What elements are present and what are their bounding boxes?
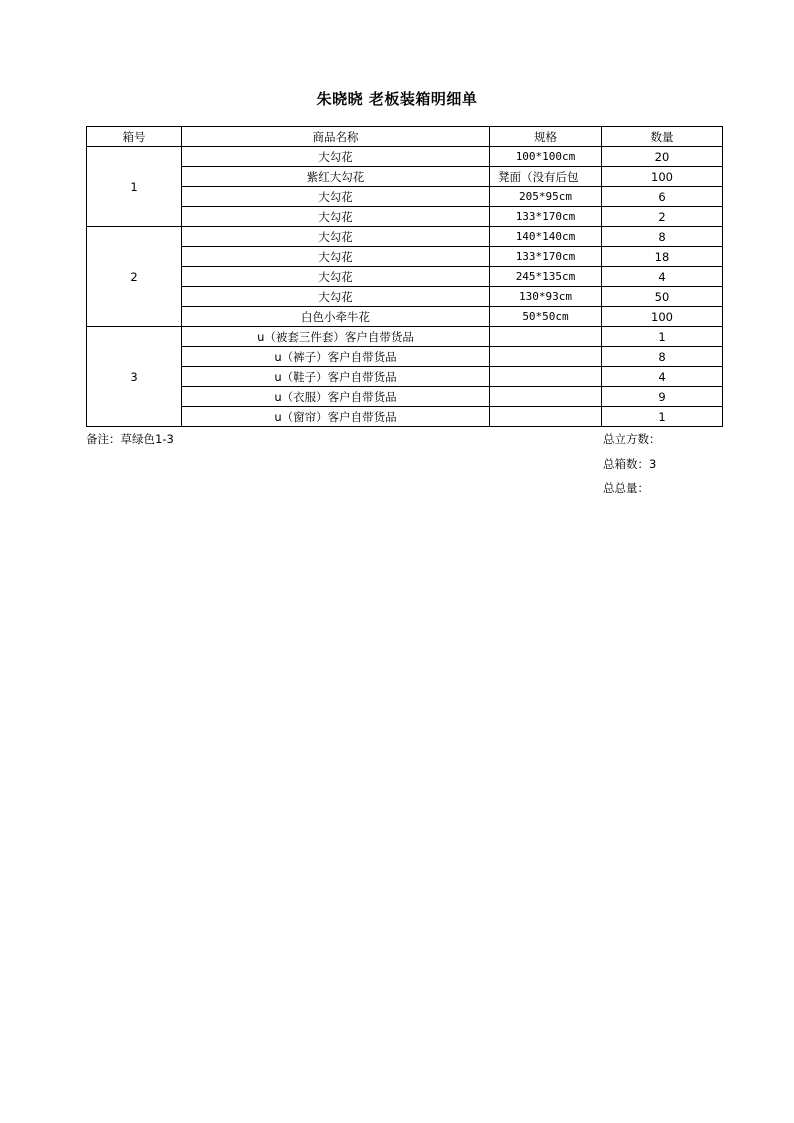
spec-cell: 205*95cm <box>490 187 602 207</box>
quantity-cell: 4 <box>602 367 723 387</box>
product-name-cell: 大勾花 <box>182 247 490 267</box>
product-name-cell: 大勾花 <box>182 227 490 247</box>
box-number-cell: 1 <box>87 147 182 227</box>
product-name-cell: 白色小牵牛花 <box>182 307 490 327</box>
spec-cell: 140*140cm <box>490 227 602 247</box>
box-number-cell: 2 <box>87 227 182 327</box>
quantity-cell: 9 <box>602 387 723 407</box>
table-row <box>87 287 723 307</box>
product-name-cell: 大勾花 <box>182 287 490 307</box>
quantity-cell: 50 <box>602 287 723 307</box>
table-row <box>87 347 723 367</box>
spec-cell: 133*170cm <box>490 207 602 227</box>
header-product-name: 商品名称 <box>182 127 490 147</box>
quantity-cell: 20 <box>602 147 723 167</box>
spec-cell: 130*93cm <box>490 287 602 307</box>
spec-cell: 凳面（没有后包 <box>490 167 602 187</box>
product-name-cell: 大勾花 <box>182 147 490 167</box>
table-body <box>87 147 723 427</box>
header-box-number: 箱号 <box>87 127 182 147</box>
product-name-cell: 大勾花 <box>182 187 490 207</box>
page-title: 朱晓晓 老板装箱明细单 <box>316 90 478 108</box>
quantity-cell: 2 <box>602 207 723 227</box>
product-name-cell: 大勾花 <box>182 267 490 287</box>
table-row <box>87 187 723 207</box>
product-name-cell: u（衣服）客户自带货品 <box>182 387 490 407</box>
table-row <box>87 267 723 287</box>
table-row <box>87 307 723 327</box>
product-name-cell: u（被套三件套）客户自带货品 <box>182 327 490 347</box>
quantity-cell: 18 <box>602 247 723 267</box>
box-number-cell: 3 <box>87 327 182 427</box>
product-name-cell: 紫红大勾花 <box>182 167 490 187</box>
spec-cell <box>490 387 602 407</box>
spec-cell <box>490 347 602 367</box>
spec-cell <box>490 367 602 387</box>
table-row <box>87 207 723 227</box>
spec-cell: 50*50cm <box>490 307 602 327</box>
product-name-cell: 大勾花 <box>182 207 490 227</box>
header-spec: 规格 <box>490 127 602 147</box>
spec-cell: 100*100cm <box>490 147 602 167</box>
quantity-cell: 100 <box>602 167 723 187</box>
table-row <box>87 167 723 187</box>
table-row <box>87 147 723 167</box>
total-boxes-label: 总箱数：3 <box>603 457 657 471</box>
table-row <box>87 387 723 407</box>
quantity-cell: 100 <box>602 307 723 327</box>
total-weight-label: 总总量： <box>603 481 649 495</box>
spec-cell <box>490 407 602 427</box>
spec-cell: 245*135cm <box>490 267 602 287</box>
table-header-row <box>87 127 723 147</box>
table-row <box>87 227 723 247</box>
product-name-cell: u（裤子）客户自带货品 <box>182 347 490 367</box>
spec-cell: 133*170cm <box>490 247 602 267</box>
quantity-cell: 1 <box>602 327 723 347</box>
product-name-cell: u（窗帘）客户自带货品 <box>182 407 490 427</box>
total-volume-label: 总立方数： <box>603 432 661 446</box>
table-row <box>87 327 723 347</box>
header-quantity: 数量 <box>602 127 723 147</box>
quantity-cell: 1 <box>602 407 723 427</box>
product-name-cell: u（鞋子）客户自带货品 <box>182 367 490 387</box>
packing-list-table <box>86 126 723 427</box>
quantity-cell: 8 <box>602 227 723 247</box>
quantity-cell: 4 <box>602 267 723 287</box>
table-row <box>87 367 723 387</box>
quantity-cell: 6 <box>602 187 723 207</box>
table-row <box>87 407 723 427</box>
spec-cell <box>490 327 602 347</box>
remark-note: 备注：草绿色1-3 <box>86 432 174 446</box>
quantity-cell: 8 <box>602 347 723 367</box>
table-row <box>87 247 723 267</box>
